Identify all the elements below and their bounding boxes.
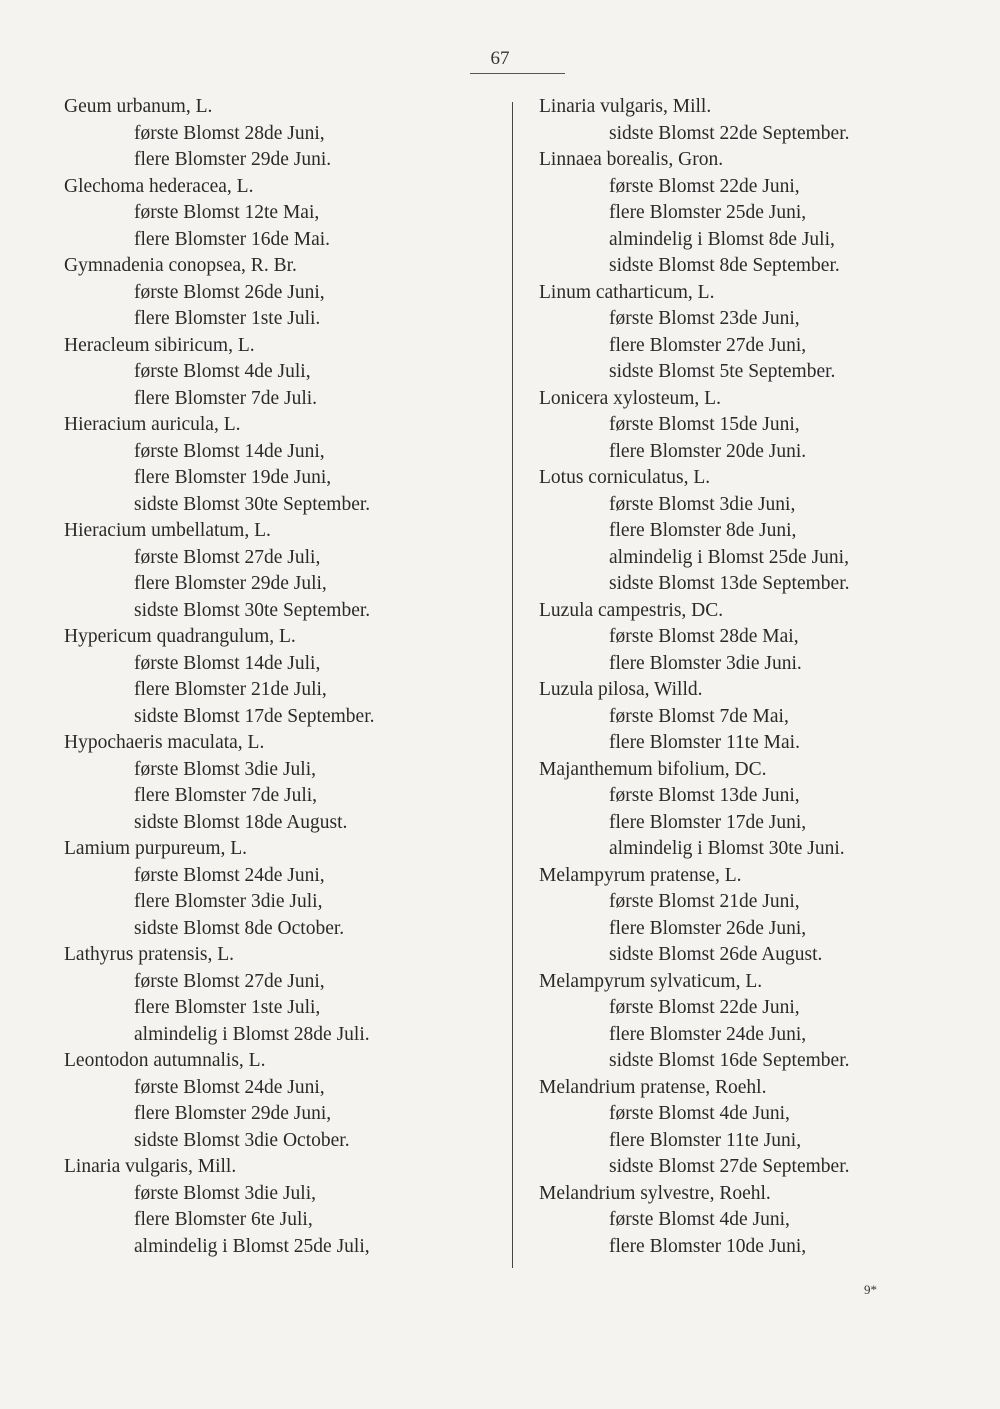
observation-line: første Blomst 13de Juni, <box>609 785 800 806</box>
observation-line: almindelig i Blomst 30te Juni. <box>609 838 845 859</box>
species-entry <box>539 757 979 863</box>
species-entry <box>64 730 504 836</box>
observation-line: flere Blomster 16de Mai. <box>134 228 331 250</box>
species-entry <box>64 1048 504 1154</box>
observation-line: flere Blomster 6te Juli, <box>134 1209 313 1230</box>
species-name: Melampyrum sylvaticum, L. <box>539 970 763 992</box>
species-name: Melampyrum pratense, L. <box>539 864 742 886</box>
observation-line: sidste Blomst 16de September. <box>609 1050 850 1071</box>
observation-line: første Blomst 4de Juni, <box>609 1209 790 1230</box>
observation-line: flere Blomster 20de Juni. <box>609 440 807 462</box>
page-number-rule <box>470 73 565 74</box>
species-name: Melandrium sylvestre, Roehl. <box>539 1182 771 1204</box>
observation-line: første Blomst 14de Juli, <box>134 652 321 674</box>
species-entry <box>64 174 504 254</box>
species-name: Linaria vulgaris, Mill. <box>64 1156 237 1177</box>
species-entry <box>64 333 504 413</box>
left-column <box>64 94 504 1260</box>
observation-line: flere Blomster 10de Juni, <box>609 1235 807 1257</box>
species-name: Heracleum sibiricum, L. <box>64 334 255 356</box>
species-name: Geum urbanum, L. <box>64 96 213 117</box>
printer-signature: 9* <box>864 1282 877 1297</box>
species-entry <box>539 598 979 678</box>
observation-line: første Blomst 14de Juni, <box>134 440 325 462</box>
species-entry <box>539 969 979 1075</box>
observation-line: første Blomst 22de Juni, <box>609 175 800 197</box>
species-entry <box>64 412 504 518</box>
observation-line: sidste Blomst 17de September. <box>134 705 375 727</box>
observation-line: flere Blomster 26de Juni, <box>609 917 807 939</box>
right-column <box>539 94 979 1260</box>
observation-line: flere Blomster 11te Juni, <box>609 1129 802 1151</box>
observation-line: flere Blomster 29de Juni. <box>134 149 332 170</box>
observation-line: første Blomst 4de Juni, <box>609 1103 790 1124</box>
observation-line: sidste Blomst 30te September. <box>134 599 371 621</box>
observation-line: første Blomst 15de Juni, <box>609 414 800 435</box>
observation-line: almindelig i Blomst 25de Juni, <box>609 546 849 568</box>
observation-line: sidste Blomst 3die October. <box>134 1129 350 1151</box>
observation-line: første Blomst 28de Juni, <box>134 122 325 144</box>
observation-line: flere Blomster 11te Mai. <box>609 732 800 753</box>
observation-line: første Blomst 28de Mai, <box>609 626 799 647</box>
species-name: Gymnadenia conopsea, R. Br. <box>64 255 297 276</box>
species-name: Linaria vulgaris, Mill. <box>539 96 712 117</box>
observation-line: første Blomst 27de Juli, <box>134 546 321 568</box>
species-entry <box>539 147 979 280</box>
observation-line: flere Blomster 7de Juli. <box>134 387 318 409</box>
species-entry <box>539 863 979 969</box>
observation-line: flere Blomster 3die Juli, <box>134 891 323 912</box>
observation-line: flere Blomster 25de Juni, <box>609 202 807 223</box>
observation-line: flere Blomster 19de Juni, <box>134 467 332 488</box>
species-name: Leontodon autumnalis, L. <box>64 1050 266 1071</box>
species-entry <box>64 942 504 1048</box>
observation-line: første Blomst 12te Mai, <box>134 202 320 223</box>
observation-line: første Blomst 7de Mai, <box>609 705 789 727</box>
observation-line: almindelig i Blomst 8de Juli, <box>609 228 835 250</box>
observation-line: flere Blomster 3die Juni. <box>609 652 802 674</box>
species-entry <box>539 386 979 466</box>
observation-line: første Blomst 27de Juni, <box>134 970 325 992</box>
species-entry <box>64 94 504 174</box>
observation-line: flere Blomster 27de Juni, <box>609 334 807 356</box>
observation-line: flere Blomster 29de Juli, <box>134 573 327 594</box>
species-name: Hypochaeris maculata, L. <box>64 732 265 753</box>
observation-line: sidste Blomst 27de September. <box>609 1156 850 1177</box>
species-name: Linum catharticum, L. <box>539 281 715 303</box>
species-entry <box>64 836 504 942</box>
observation-line: flere Blomster 24de Juni, <box>609 1023 807 1045</box>
observation-line: første Blomst 3die Juli, <box>134 758 316 780</box>
species-entry <box>539 465 979 598</box>
observation-line: flere Blomster 7de Juli, <box>134 785 318 806</box>
observation-line: sidste Blomst 8de September. <box>609 255 840 276</box>
species-name: Melandrium pratense, Roehl. <box>539 1076 767 1098</box>
species-name: Linnaea borealis, Gron. <box>539 149 724 170</box>
species-name: Hypericum quadrangulum, L. <box>64 626 296 647</box>
observation-line: flere Blomster 1ste Juli, <box>134 997 321 1018</box>
observation-line: første Blomst 23de Juni, <box>609 308 800 329</box>
species-name: Lathyrus pratensis, L. <box>64 944 235 965</box>
observation-line: første Blomst 3die Juni, <box>609 493 796 515</box>
observation-line: første Blomst 21de Juni, <box>609 891 800 912</box>
species-entry <box>539 677 979 757</box>
species-name: Glechoma hederacea, L. <box>64 175 254 197</box>
observation-line: flere Blomster 29de Juni, <box>134 1103 332 1124</box>
observation-line: første Blomst 3die Juli, <box>134 1182 316 1204</box>
species-name: Lonicera xylosteum, L. <box>539 387 721 409</box>
species-name: Hieracium auricula, L. <box>64 414 241 435</box>
observation-line: sidste Blomst 22de September. <box>609 122 850 144</box>
observation-line: sidste Blomst 13de September. <box>609 573 850 594</box>
species-name: Hieracium umbellatum, L. <box>64 520 271 541</box>
observation-line: sidste Blomst 30te September. <box>134 493 371 515</box>
observation-line: første Blomst 4de Juli, <box>134 361 311 382</box>
species-name: Majanthemum bifolium, DC. <box>539 758 767 780</box>
observation-line: første Blomst 24de Juni, <box>134 864 325 886</box>
observation-line: sidste Blomst 26de August. <box>609 944 823 965</box>
observation-line: første Blomst 24de Juni, <box>134 1076 325 1098</box>
species-entry <box>64 518 504 624</box>
species-entry <box>539 280 979 386</box>
observation-line: første Blomst 26de Juni, <box>134 281 325 303</box>
species-entry <box>539 1181 979 1261</box>
observation-line: flere Blomster 21de Juli, <box>134 679 327 700</box>
species-name: Lamium purpureum, L. <box>64 838 248 859</box>
species-entry <box>64 253 504 333</box>
observation-line: almindelig i Blomst 28de Juli. <box>134 1023 370 1045</box>
species-entry <box>539 94 979 147</box>
column-divider <box>512 102 513 1268</box>
observation-line: første Blomst 22de Juni, <box>609 997 800 1018</box>
observation-line: sidste Blomst 8de October. <box>134 917 345 939</box>
observation-line: sidste Blomst 18de August. <box>134 811 348 833</box>
observation-line: flere Blomster 1ste Juli. <box>134 308 321 329</box>
species-entry <box>539 1075 979 1181</box>
page-number: 67 <box>490 48 510 69</box>
observation-line: flere Blomster 8de Juni, <box>609 520 797 541</box>
species-name: Lotus corniculatus, L. <box>539 467 711 488</box>
species-entry <box>64 1154 504 1260</box>
species-name: Luzula campestris, DC. <box>539 599 724 621</box>
observation-line: flere Blomster 17de Juni, <box>609 811 807 833</box>
observation-line: sidste Blomst 5te September. <box>609 361 836 382</box>
species-entry <box>64 624 504 730</box>
observation-line: almindelig i Blomst 25de Juli, <box>134 1235 370 1257</box>
species-name: Luzula pilosa, Willd. <box>539 679 703 700</box>
